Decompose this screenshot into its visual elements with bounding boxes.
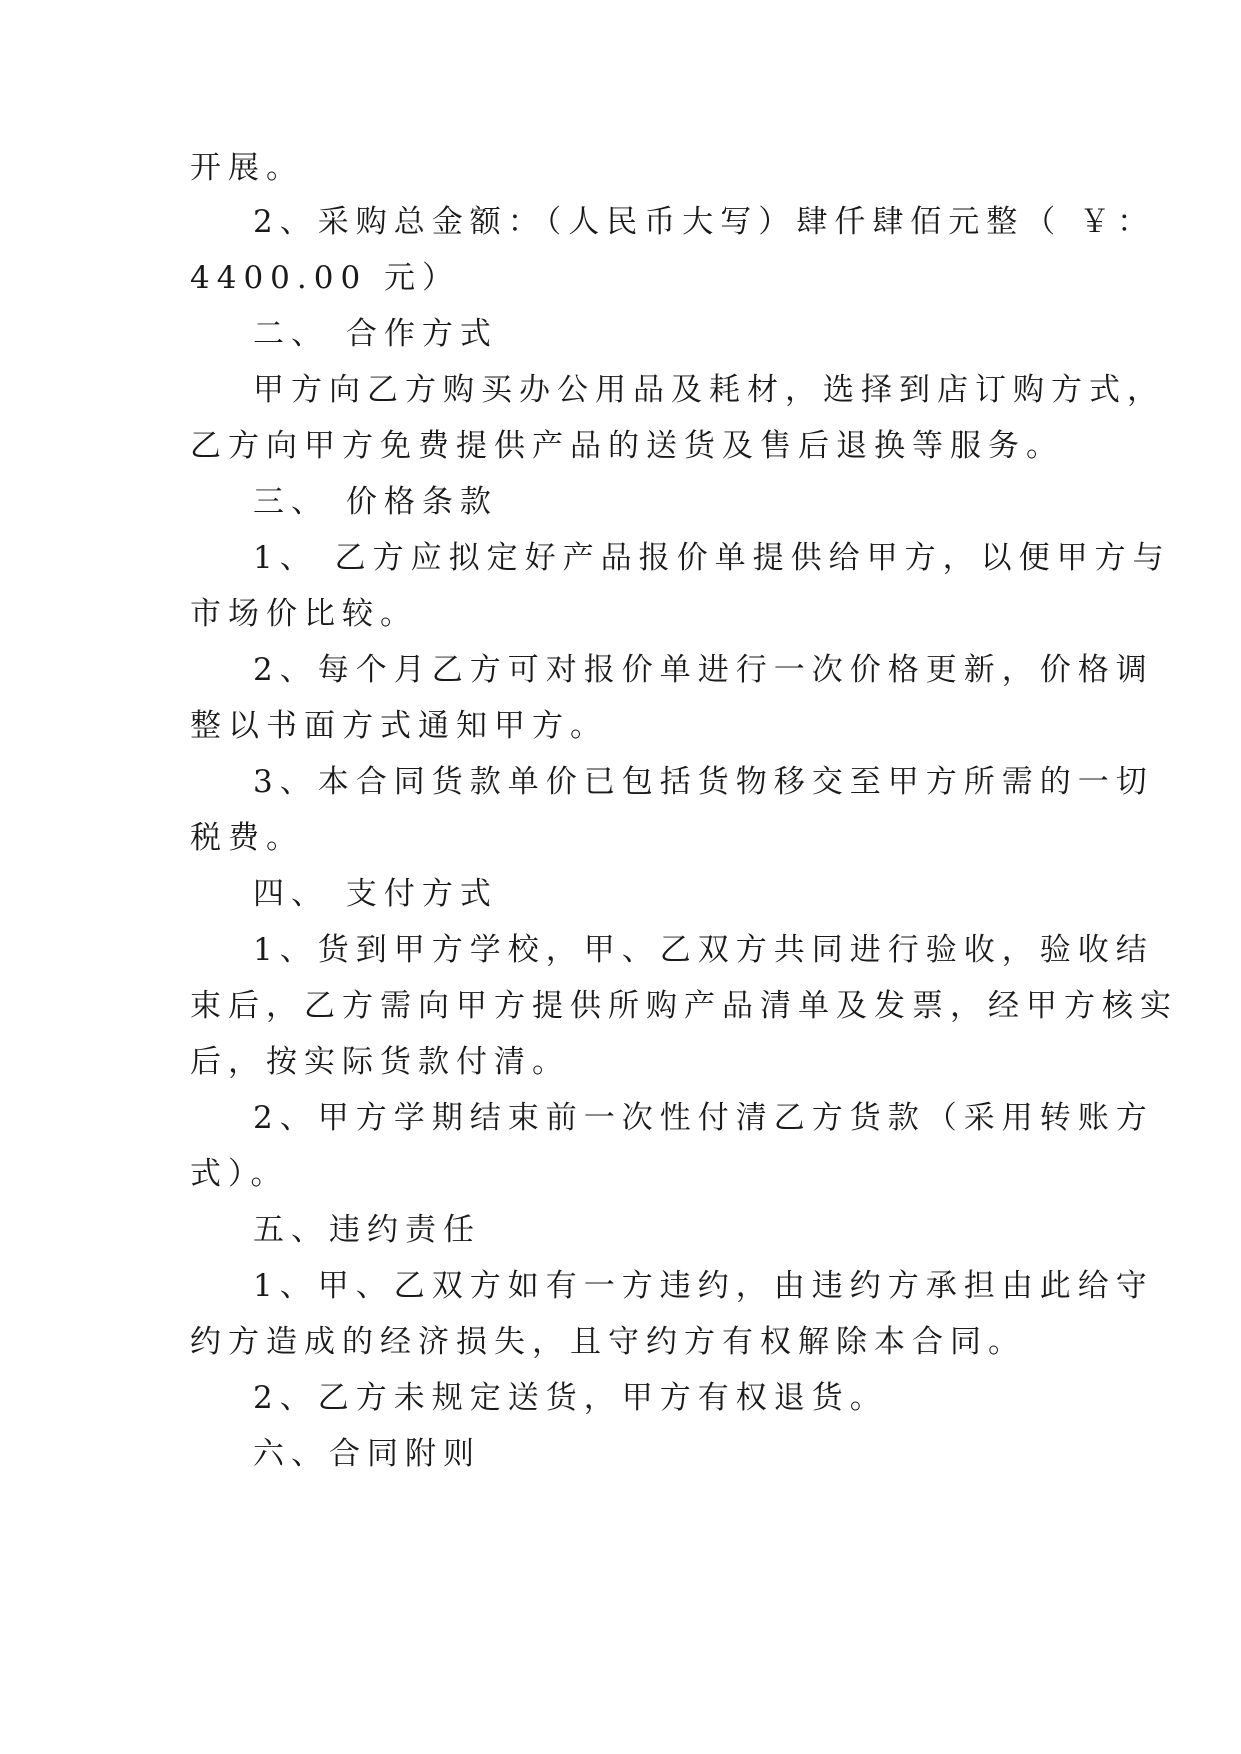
text-line: 2、每个月乙方可对报价单进行一次价格更新，价格调 [253,652,1154,688]
text-line: 1、甲、乙双方如有一方违约，由违约方承担由此给守 [253,1268,1154,1304]
text-line: 4400.00 元） [190,260,461,296]
text-line: 约方造成的经济损失，且守约方有权解除本合同。 [190,1324,1026,1360]
text-line: 1、 乙方应拟定好产品报价单提供给甲方，以便甲方与 [253,540,1171,576]
section-heading: 二、 合作方式 [253,316,498,352]
text-line: 2、甲方学期结束前一次性付清乙方货款（采用转账方 [253,1100,1154,1136]
text-line: 整以书面方式通知甲方。 [190,708,608,744]
text-line: 1、货到甲方学校，甲、乙双方共同进行验收，验收结 [253,932,1154,968]
text-line: 束后，乙方需向甲方提供所购产品清单及发票，经甲方核实 [190,988,1178,1024]
text-line: 甲方向乙方购买办公用品及耗材，选择到店订购方式， [253,372,1165,408]
text-line: 式）。 [190,1156,289,1192]
section-heading: 四、 支付方式 [253,876,498,912]
section-heading: 五、违约责任 [253,1212,481,1248]
text-line: 2、乙方未规定送货，甲方有权退货。 [253,1380,888,1416]
text-line: 税费。 [190,820,304,856]
section-heading: 六、合同附则 [253,1436,481,1472]
text-line: 市场价比较。 [190,596,418,632]
text-line: 2、采购总金额：（人民币大写）肆仟肆佰元整（ ￥： [253,204,1156,240]
text-line: 乙方向甲方免费提供产品的送货及售后退换等服务。 [190,428,1064,464]
text-line: 开展。 [190,150,304,186]
text-line: 后，按实际货款付清。 [190,1044,570,1080]
section-heading: 三、 价格条款 [253,484,498,520]
text-line: 3、本合同货款单价已包括货物移交至甲方所需的一切 [253,764,1154,800]
